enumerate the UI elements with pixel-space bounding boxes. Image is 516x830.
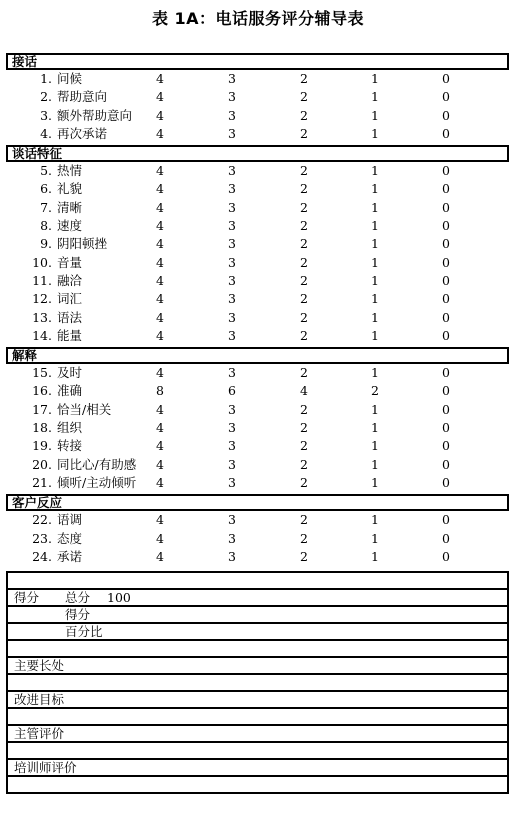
- score-option[interactable]: 1: [371, 309, 379, 325]
- score-option[interactable]: 0: [442, 163, 450, 179]
- item-number: 18.: [32, 420, 52, 436]
- score-option[interactable]: 3: [228, 107, 236, 123]
- rating-row: [6, 474, 509, 492]
- score-option[interactable]: 0: [442, 291, 450, 307]
- score-option[interactable]: 4: [156, 163, 164, 179]
- item-number: 10.: [32, 254, 52, 270]
- score-option[interactable]: 1: [371, 438, 379, 454]
- score-option[interactable]: 3: [228, 89, 236, 105]
- score-option[interactable]: 2: [300, 327, 308, 343]
- score-option[interactable]: 1: [371, 163, 379, 179]
- summary-area: [6, 571, 509, 794]
- score-option[interactable]: 2: [300, 420, 308, 436]
- score-option[interactable]: 4: [156, 327, 164, 343]
- score-sub-label: 得分: [65, 607, 91, 622]
- item-number: 4.: [40, 125, 52, 141]
- score-option[interactable]: 1: [371, 548, 379, 564]
- rating-row: [6, 199, 509, 217]
- score-option[interactable]: 0: [442, 272, 450, 288]
- score-option[interactable]: 3: [228, 71, 236, 86]
- rating-row: [6, 548, 509, 566]
- item-label: 热情: [57, 163, 83, 179]
- score-option[interactable]: 0: [442, 125, 450, 141]
- score-option[interactable]: 1: [371, 71, 379, 86]
- item-label: 额外帮助意向: [57, 107, 133, 123]
- score-option[interactable]: 0: [442, 236, 450, 252]
- rating-row: [6, 456, 509, 474]
- score-option[interactable]: 2: [300, 125, 308, 141]
- item-label: 同比心/有助感: [57, 456, 137, 472]
- score-option[interactable]: 4: [156, 236, 164, 252]
- section-header: 解释: [6, 347, 509, 364]
- score-option[interactable]: 2: [300, 512, 308, 528]
- item-number: 14.: [32, 327, 52, 343]
- item-label: 态度: [57, 530, 83, 546]
- score-option[interactable]: 4: [156, 107, 164, 123]
- rating-row: [6, 254, 509, 272]
- rating-row: [6, 272, 509, 290]
- score-option[interactable]: 3: [228, 125, 236, 141]
- score-option[interactable]: 0: [442, 254, 450, 270]
- rating-row: [6, 235, 509, 253]
- rating-row: [6, 382, 509, 400]
- score-option[interactable]: 1: [371, 420, 379, 436]
- item-number: 21.: [32, 474, 52, 490]
- rating-row: [6, 88, 509, 106]
- score-option[interactable]: 2: [300, 218, 308, 234]
- item-label: 词汇: [57, 291, 83, 307]
- score-label: 得分: [14, 590, 40, 605]
- item-label: 转接: [57, 438, 83, 454]
- score-option[interactable]: 1: [371, 107, 379, 123]
- score-option[interactable]: 0: [442, 327, 450, 343]
- item-number: 3.: [40, 107, 52, 123]
- score-option[interactable]: 0: [442, 383, 450, 399]
- score-option[interactable]: 4: [156, 309, 164, 325]
- item-label: 帮助意向: [57, 89, 108, 105]
- score-option[interactable]: 0: [442, 401, 450, 417]
- score-option[interactable]: 0: [442, 309, 450, 325]
- item-number: 8.: [40, 218, 52, 234]
- section-header: 客户反应: [6, 494, 509, 511]
- trainer-label: 培训师评价: [14, 760, 77, 775]
- score-option[interactable]: 3: [228, 272, 236, 288]
- score-option[interactable]: 1: [371, 327, 379, 343]
- score-option[interactable]: 1: [371, 199, 379, 215]
- rating-row: [6, 70, 509, 88]
- score-option[interactable]: 3: [228, 474, 236, 490]
- score-option[interactable]: 1: [371, 254, 379, 270]
- score-option[interactable]: 2: [371, 383, 379, 399]
- score-option[interactable]: 1: [371, 291, 379, 307]
- item-number: 13.: [32, 309, 52, 325]
- item-number: 20.: [32, 456, 52, 472]
- percent-label: 百分比: [65, 624, 103, 639]
- item-label: 礼貌: [57, 181, 83, 197]
- score-option[interactable]: 3: [228, 548, 236, 564]
- score-option[interactable]: 2: [300, 291, 308, 307]
- score-option[interactable]: 4: [156, 291, 164, 307]
- score-option[interactable]: 1: [371, 456, 379, 472]
- score-option[interactable]: 6: [228, 383, 236, 399]
- score-option[interactable]: 0: [442, 181, 450, 197]
- score-option[interactable]: 1: [371, 474, 379, 490]
- score-option[interactable]: 4: [156, 530, 164, 546]
- item-number: 5.: [40, 163, 52, 179]
- score-option[interactable]: 4: [156, 125, 164, 141]
- score-option[interactable]: 2: [300, 530, 308, 546]
- score-option[interactable]: 2: [300, 89, 308, 105]
- score-option[interactable]: 2: [300, 309, 308, 325]
- score-option[interactable]: 1: [371, 365, 379, 381]
- score-option[interactable]: 2: [300, 107, 308, 123]
- item-number: 15.: [32, 365, 52, 381]
- section-header: 谈话特征: [6, 145, 509, 162]
- score-option[interactable]: 0: [442, 456, 450, 472]
- score-option[interactable]: 4: [156, 401, 164, 417]
- score-option[interactable]: 3: [228, 218, 236, 234]
- rating-row: [6, 419, 509, 437]
- item-number: 16.: [32, 383, 52, 399]
- rating-row: [6, 162, 509, 180]
- rating-row: [6, 364, 509, 382]
- score-option[interactable]: 4: [156, 456, 164, 472]
- trainer-field[interactable]: [6, 775, 509, 794]
- score-option[interactable]: 4: [156, 365, 164, 381]
- score-option[interactable]: 3: [228, 291, 236, 307]
- score-option[interactable]: 3: [228, 309, 236, 325]
- item-number: 7.: [40, 199, 52, 215]
- score-option[interactable]: 3: [228, 236, 236, 252]
- score-option[interactable]: 2: [300, 181, 308, 197]
- score-option[interactable]: 2: [300, 272, 308, 288]
- score-option[interactable]: 0: [442, 474, 450, 490]
- item-number: 11.: [32, 272, 52, 288]
- item-label: 再次承诺: [57, 125, 108, 141]
- score-option[interactable]: 2: [300, 438, 308, 454]
- item-number: 22.: [32, 512, 52, 528]
- score-option[interactable]: 4: [156, 548, 164, 564]
- item-number: 9.: [40, 236, 52, 252]
- score-option[interactable]: 0: [442, 512, 450, 528]
- item-number: 2.: [40, 89, 52, 105]
- score-option[interactable]: 1: [371, 530, 379, 546]
- score-option[interactable]: 4: [156, 199, 164, 215]
- score-option[interactable]: 3: [228, 365, 236, 381]
- score-option[interactable]: 0: [442, 218, 450, 234]
- item-label: 组织: [57, 420, 83, 436]
- score-option[interactable]: 2: [300, 365, 308, 381]
- score-option[interactable]: 0: [442, 71, 450, 86]
- score-option[interactable]: 4: [156, 218, 164, 234]
- score-option[interactable]: 4: [156, 438, 164, 454]
- score-option[interactable]: 3: [228, 163, 236, 179]
- item-number: 6.: [40, 181, 52, 197]
- strengths-label: 主要长处: [14, 658, 65, 673]
- score-option[interactable]: 4: [300, 383, 308, 399]
- score-option[interactable]: 1: [371, 236, 379, 252]
- score-option[interactable]: 8: [156, 383, 164, 399]
- supervisor-label: 主管评价: [14, 726, 65, 741]
- score-option[interactable]: 1: [371, 401, 379, 417]
- item-label: 及时: [57, 365, 83, 381]
- score-option[interactable]: 0: [442, 438, 450, 454]
- section-header: 接话: [6, 53, 509, 70]
- score-option[interactable]: 2: [300, 71, 308, 86]
- score-option[interactable]: 1: [371, 181, 379, 197]
- score-option[interactable]: 0: [442, 365, 450, 381]
- score-option[interactable]: 2: [300, 456, 308, 472]
- score-option[interactable]: 1: [371, 512, 379, 528]
- score-option[interactable]: 2: [300, 199, 308, 215]
- rating-row: [6, 290, 509, 308]
- score-option[interactable]: 4: [156, 181, 164, 197]
- score-option[interactable]: 1: [371, 218, 379, 234]
- score-option[interactable]: 2: [300, 474, 308, 490]
- page-title: 表 1A：电话服务评分辅导表: [151, 9, 365, 28]
- item-label: 恰当/相关: [57, 401, 112, 417]
- improvement-label: 改进目标: [14, 692, 65, 707]
- item-number: 1.: [40, 71, 52, 86]
- score-option[interactable]: 3: [228, 401, 236, 417]
- total-value: 100: [107, 590, 131, 605]
- rating-row: [6, 180, 509, 198]
- score-option[interactable]: 4: [156, 474, 164, 490]
- score-option[interactable]: 4: [156, 420, 164, 436]
- rating-row: [6, 437, 509, 455]
- item-label: 语法: [57, 309, 83, 325]
- score-option[interactable]: 3: [228, 199, 236, 215]
- rating-sheet: [6, 53, 509, 566]
- score-option[interactable]: 3: [228, 181, 236, 197]
- score-option[interactable]: 1: [371, 89, 379, 105]
- score-option[interactable]: 0: [442, 89, 450, 105]
- item-number: 17.: [32, 401, 52, 417]
- item-label: 倾听/主动倾听: [57, 474, 137, 490]
- item-number: 23.: [32, 530, 52, 546]
- score-option[interactable]: 2: [300, 236, 308, 252]
- score-option[interactable]: 0: [442, 548, 450, 564]
- score-option[interactable]: 2: [300, 254, 308, 270]
- item-number: 24.: [32, 548, 52, 564]
- item-label: 清晰: [57, 199, 83, 215]
- score-option[interactable]: 0: [442, 199, 450, 215]
- score-option[interactable]: 0: [442, 530, 450, 546]
- score-option[interactable]: 4: [156, 89, 164, 105]
- item-label: 音量: [57, 254, 83, 270]
- rating-row: [6, 401, 509, 419]
- rating-row: [6, 530, 509, 548]
- item-label: 融洽: [57, 272, 83, 288]
- score-option[interactable]: 0: [442, 420, 450, 436]
- score-option[interactable]: 3: [228, 438, 236, 454]
- score-option[interactable]: 4: [156, 71, 164, 86]
- rating-row: [6, 107, 509, 125]
- score-option[interactable]: 4: [156, 254, 164, 270]
- score-option[interactable]: 3: [228, 254, 236, 270]
- score-option[interactable]: 3: [228, 327, 236, 343]
- item-label: 承诺: [57, 548, 83, 564]
- item-label: 阴阳顿挫: [57, 236, 108, 252]
- score-option[interactable]: 2: [300, 548, 308, 564]
- score-option[interactable]: 3: [228, 456, 236, 472]
- score-option[interactable]: 3: [228, 530, 236, 546]
- total-label: 总分: [65, 590, 91, 605]
- item-number: 12.: [32, 291, 52, 307]
- score-option[interactable]: 3: [228, 512, 236, 528]
- score-option[interactable]: 0: [442, 107, 450, 123]
- item-label: 语调: [57, 512, 83, 528]
- item-label: 准确: [57, 383, 83, 399]
- score-option[interactable]: 1: [371, 272, 379, 288]
- rating-row: [6, 327, 509, 345]
- item-number: 19.: [32, 438, 52, 454]
- item-label: 问候: [57, 71, 83, 86]
- rating-row: [6, 125, 509, 143]
- rating-row: [6, 511, 509, 529]
- score-option[interactable]: 3: [228, 420, 236, 436]
- score-option[interactable]: 4: [156, 272, 164, 288]
- item-label: 能量: [57, 327, 83, 343]
- rating-row: [6, 217, 509, 235]
- score-option[interactable]: 4: [156, 512, 164, 528]
- rating-row: [6, 309, 509, 327]
- score-option[interactable]: 2: [300, 401, 308, 417]
- score-option[interactable]: 1: [371, 125, 379, 141]
- item-label: 速度: [57, 218, 83, 234]
- score-option[interactable]: 2: [300, 163, 308, 179]
